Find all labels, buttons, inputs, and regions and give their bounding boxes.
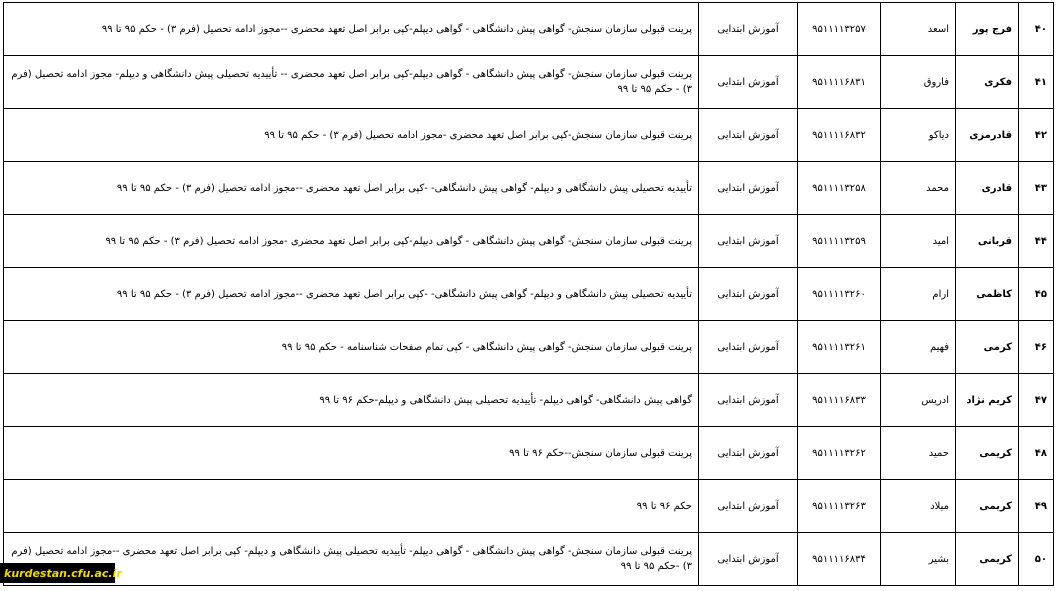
missing-documents-cell: پرینت قبولی سازمان سنجش- گواهی پیش دانشگاهی - گواهی دیپلم-کپی برابر اصل تعهد محضری -- تأییدیه تحصیلی پیش دانشگاهی و دیپلم- مجوز ادامه تحصیل (فرم ۳) - حکم ۹۵ تا ۹۹ [4,56,699,109]
field-of-study-cell: آموزش ابتدایی [699,109,798,162]
first-name-cell: اسعد [881,3,956,56]
missing-documents-cell: پرینت قبولی سازمان سنجش- گواهی پیش دانشگاهی - گواهی دیپلم-کپی برابر اصل تعهد محضری --مجوز ادامه تحصیل (فرم ۳) - حکم ۹۵ تا ۹۹ [4,3,699,56]
row-number: ۴۲ [1019,109,1054,162]
first-name-cell: محمد [881,162,956,215]
last-name-cell: کاظمی [956,268,1019,321]
last-name-cell: قادرمزی [956,109,1019,162]
field-of-study-cell: آموزش ابتدایی [699,56,798,109]
last-name-cell: کریمی [956,480,1019,533]
student-id-cell: ۹۵۱۱۱۱۶۸۳۱ [798,56,881,109]
missing-documents-cell: تأییدیه تحصیلی پیش دانشگاهی و دیپلم- گواهی پیش دانشگاهی- -کپی برابر اصل تعهد محضری --مجوز ادامه تحصیل (فرم ۳) - حکم ۹۵ تا ۹۹ [4,268,699,321]
row-number: ۴۸ [1019,427,1054,480]
table-row [4,3,1054,56]
first-name-cell: ادریس [881,374,956,427]
table-row [4,215,1054,268]
first-name-cell: ارام [881,268,956,321]
table-row [4,109,1054,162]
table-row [4,427,1054,480]
row-number: ۵۰ [1019,533,1054,586]
field-of-study-cell: آموزش ابتدایی [699,533,798,586]
last-name-cell: کریمی [956,533,1019,586]
missing-documents-cell: حکم ۹۶ تا ۹۹ [4,480,699,533]
field-of-study-cell: آموزش ابتدایی [699,215,798,268]
table-row [4,321,1054,374]
student-id-cell: ۹۵۱۱۱۱۳۲۶۲ [798,427,881,480]
student-id-cell: ۹۵۱۱۱۱۶۸۳۴ [798,533,881,586]
last-name-cell: قادری [956,162,1019,215]
row-number: ۴۰ [1019,3,1054,56]
table-row [4,533,1054,586]
missing-documents-cell: پرینت قبولی سازمان سنجش- گواهی پیش دانشگاهی - گواهی دیپلم- تأییدیه تحصیلی پیش دانشگاهی و دیپلم- کپی برابر اصل تعهد محضری --مجوز ادامه تحصیل (فرم ۳) -حکم ۹۵ تا ۹۹ [4,533,699,586]
field-of-study-cell: آموزش ابتدایی [699,162,798,215]
first-name-cell: بشیر [881,533,956,586]
last-name-cell: فرج پور [956,3,1019,56]
row-number: ۴۷ [1019,374,1054,427]
row-number: ۴۳ [1019,162,1054,215]
row-number: ۴۱ [1019,56,1054,109]
row-number: ۴۵ [1019,268,1054,321]
missing-documents-cell: پرینت قبولی سازمان سنجش-کپی برابر اصل تعهد محضری -مجوز ادامه تحصیل (فرم ۳) - حکم ۹۵ تا ۹۹ [4,109,699,162]
field-of-study-cell: آموزش ابتدایی [699,3,798,56]
last-name-cell: کریم نژاد [956,374,1019,427]
first-name-cell: میلاد [881,480,956,533]
missing-documents-cell: پرینت قبولی سازمان سنجش- گواهی پیش دانشگاهی - کپی تمام صفحات شناسنامه - حکم ۹۵ تا ۹۹ [4,321,699,374]
row-number: ۴۴ [1019,215,1054,268]
last-name-cell: کریمی [956,427,1019,480]
table-row [4,480,1054,533]
table-row [4,374,1054,427]
field-of-study-cell: آموزش ابتدایی [699,268,798,321]
student-id-cell: ۹۵۱۱۱۱۳۲۵۹ [798,215,881,268]
row-number: ۴۹ [1019,480,1054,533]
missing-documents-cell: تأییدیه تحصیلی پیش دانشگاهی و دیپلم- گواهی پیش دانشگاهی- -کپی برابر اصل تعهد محضری --مجوز ادامه تحصیل (فرم ۳) - حکم ۹۵ تا ۹۹ [4,162,699,215]
last-name-cell: فکری [956,56,1019,109]
last-name-cell: کرمی [956,321,1019,374]
table-row [4,162,1054,215]
field-of-study-cell: آموزش ابتدایی [699,480,798,533]
first-name-cell: حمید [881,427,956,480]
student-id-cell: ۹۵۱۱۱۱۳۲۶۰ [798,268,881,321]
student-id-cell: ۹۵۱۱۱۱۶۸۳۳ [798,374,881,427]
student-id-cell: ۹۵۱۱۱۱۳۲۵۷ [798,3,881,56]
first-name-cell: فاروق [881,56,956,109]
student-id-cell: ۹۵۱۱۱۱۳۲۶۱ [798,321,881,374]
missing-documents-cell: پرینت قبولی سازمان سنجش--حکم ۹۶ تا ۹۹ [4,427,699,480]
missing-documents-cell: گواهی پیش دانشگاهی- گواهی دیپلم- تأییدیه تحصیلی پیش دانشگاهی و دیپلم-حکم ۹۶ تا ۹۹ [4,374,699,427]
first-name-cell: فهیم [881,321,956,374]
field-of-study-cell: آموزش ابتدایی [699,321,798,374]
watermark-text: kurdestan.cfu.ac.ir [4,566,122,580]
table-row [4,56,1054,109]
first-name-cell: دیاکو [881,109,956,162]
student-documents-table [3,2,1054,586]
field-of-study-cell: آموزش ابتدایی [699,374,798,427]
first-name-cell: امید [881,215,956,268]
student-id-cell: ۹۵۱۱۱۱۳۲۵۸ [798,162,881,215]
student-id-cell: ۹۵۱۱۱۱۳۲۶۳ [798,480,881,533]
site-watermark [0,563,122,583]
row-number: ۴۶ [1019,321,1054,374]
table-row [4,268,1054,321]
last-name-cell: قربانی [956,215,1019,268]
missing-documents-cell: پرینت قبولی سازمان سنجش- گواهی پیش دانشگاهی - گواهی دیپلم-کپی برابر اصل تعهد محضری -مجوز ادامه تحصیل (فرم ۳) - حکم ۹۵ تا ۹۹ [4,215,699,268]
field-of-study-cell: آموزش ابتدایی [699,427,798,480]
student-id-cell: ۹۵۱۱۱۱۶۸۳۲ [798,109,881,162]
